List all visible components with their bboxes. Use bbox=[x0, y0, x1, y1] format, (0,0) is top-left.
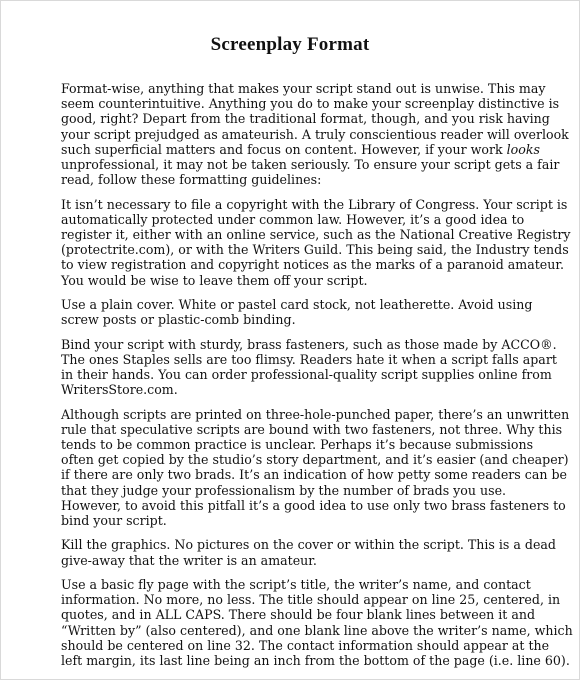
text-line: Although scripts are printed on three-hole-punched paper, there’s an unwritten bbox=[61, 406, 570, 422]
text-line: Use a basic fly page with the script’s title, the writer’s name, and contact bbox=[61, 577, 531, 593]
paragraph bbox=[61, 81, 569, 188]
text-line: to view registration and copyright notices as the marks of a paranoid amateur. bbox=[61, 257, 564, 273]
text-line: should be centered on line 32. The contact information should appear at the bbox=[61, 637, 550, 653]
text-line: in their hands. You can order professional-quality script supplies online from bbox=[61, 367, 552, 383]
text-line: unprofessional, it may not be taken seriously. To ensure your script gets a fair bbox=[61, 157, 560, 173]
text-line: (protectrite.com), or with the Writers Guild. This being said, the Industry tends bbox=[61, 242, 569, 258]
paragraph bbox=[61, 196, 571, 288]
text-line: left margin, its last line being an inch from the bottom of the page (i.e. line 60). bbox=[61, 653, 570, 669]
document-body bbox=[61, 81, 573, 677]
text-line: give-away that the writer is an amateur. bbox=[61, 552, 317, 568]
paragraph bbox=[61, 406, 570, 529]
text-line: It isn’t necessary to file a copyright with the Library of Congress. Your script is bbox=[61, 196, 568, 212]
text-line: such superficial matters and focus on content. However, if your work looks bbox=[61, 141, 540, 157]
text-line: Use a plain cover. White or pastel card stock, not leatherette. Avoid using bbox=[61, 297, 533, 313]
text-line: However, to avoid this pitfall it’s a good idea to use only two brass fasteners to bbox=[61, 497, 566, 513]
page-title: Screenplay Format bbox=[210, 34, 370, 55]
text-line: your script prejudged as amateurish. A truly conscientious reader will overlook bbox=[61, 126, 569, 142]
text-line: bind your script. bbox=[61, 513, 167, 529]
text-line: if there are only two brads. It’s an indication of how petty some readers can be bbox=[61, 467, 567, 483]
text-line: read, follow these formatting guidelines: bbox=[61, 172, 322, 188]
paragraph bbox=[61, 577, 573, 669]
text-line: “Written by” (also centered), and one blank line above the writer’s name, which bbox=[61, 622, 573, 638]
text-line: seem counterintuitive. Anything you do to make your screenplay distinctive is bbox=[61, 96, 560, 112]
paragraph bbox=[61, 336, 557, 398]
text-line: Kill the graphics. No pictures on the cover or within the script. This is a dead bbox=[61, 537, 556, 553]
text-line: register it, either with an online service, such as the National Creative Registry bbox=[61, 227, 571, 243]
text-line: often get copied by the studio’s story department, and it’s easier (and cheaper) bbox=[61, 452, 569, 468]
text-line: The ones Staples sells are too flimsy. Readers hate it when a script falls apart bbox=[61, 351, 557, 367]
text-line: tends to be common practice is unclear. Perhaps it’s because submissions bbox=[61, 437, 534, 453]
text-line: WritersStore.com. bbox=[61, 382, 178, 398]
text-line: screw posts or plastic-comb binding. bbox=[61, 312, 296, 328]
text-line: that they judge your professionalism by the number of brads you use. bbox=[61, 482, 507, 498]
text-line: quotes, and in ALL CAPS. There should be four blank lines between it and bbox=[61, 607, 536, 623]
text-line: good, right? Depart from the traditional format, though, and you risk having bbox=[61, 111, 550, 127]
text-line: information. No more, no less. The title should appear on line 25, centered, in bbox=[61, 592, 561, 608]
text-line: rule that speculative scripts are bound with two fasteners, not three. Why this bbox=[61, 421, 563, 437]
text-line: Format-wise, anything that makes your script stand out is unwise. This may bbox=[61, 81, 546, 96]
text-line: automatically protected under common law. However, it’s a good idea to bbox=[61, 211, 525, 227]
text-line: Bind your script with sturdy, brass fasteners, such as those made by ACCO®. bbox=[61, 336, 557, 352]
text-line: You would be wise to leave them off your script. bbox=[61, 272, 368, 288]
paragraph bbox=[61, 297, 546, 327]
paragraph bbox=[61, 537, 556, 568]
emphasis-text: looks bbox=[506, 141, 540, 157]
